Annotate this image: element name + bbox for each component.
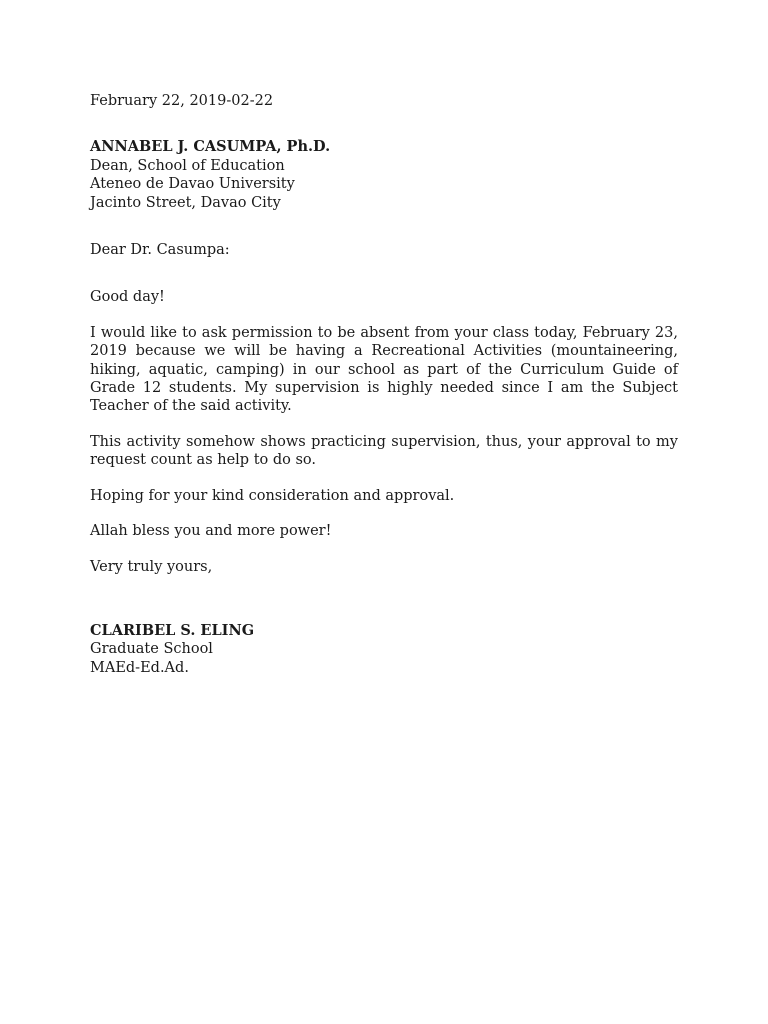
body-paragraph-1: I would like to ask permission to be absent from your class today, February 23, 2019 because we will be having a Recreational Activities (mountaineering, hiking, aquatic, camping) in our school as part of the Curriculum Guide of Grade 12 students. My supervision is highly needed since I am the Subject Teacher of the said activity. (90, 324, 678, 415)
sender-program: MAEd-Ed.Ad. (90, 659, 189, 676)
recipient-block (90, 138, 678, 212)
body-paragraph-4: Allah bless you and more power! (90, 523, 332, 540)
letter-page (90, 92, 678, 677)
letter-date: February 22, 2019-02-22 (90, 93, 274, 109)
salutation: Dear Dr. Casumpa: (90, 242, 230, 259)
sender-block (90, 622, 678, 677)
body-paragraph-3: Hoping for your kind consideration and approval. (90, 487, 455, 504)
sender-department: Graduate School (90, 641, 213, 658)
recipient-suffix: , Ph.D. (276, 138, 331, 156)
body-paragraph-2: This activity somehow shows practicing supervision, thus, your approval to my request count as help to do so. (90, 433, 678, 469)
recipient-institution: Ateneo de Davao University (90, 176, 295, 193)
recipient-address: Jacinto Street, Davao City (90, 194, 281, 211)
recipient-title: Dean, School of Education (90, 157, 285, 174)
sender-name: CLARIBEL S. ELING (90, 621, 255, 639)
closing: Very truly yours, (90, 558, 213, 575)
greeting: Good day! (90, 289, 165, 306)
recipient-name: ANNABEL J. CASUMPA (90, 138, 277, 156)
recipient-name-line (90, 138, 678, 156)
